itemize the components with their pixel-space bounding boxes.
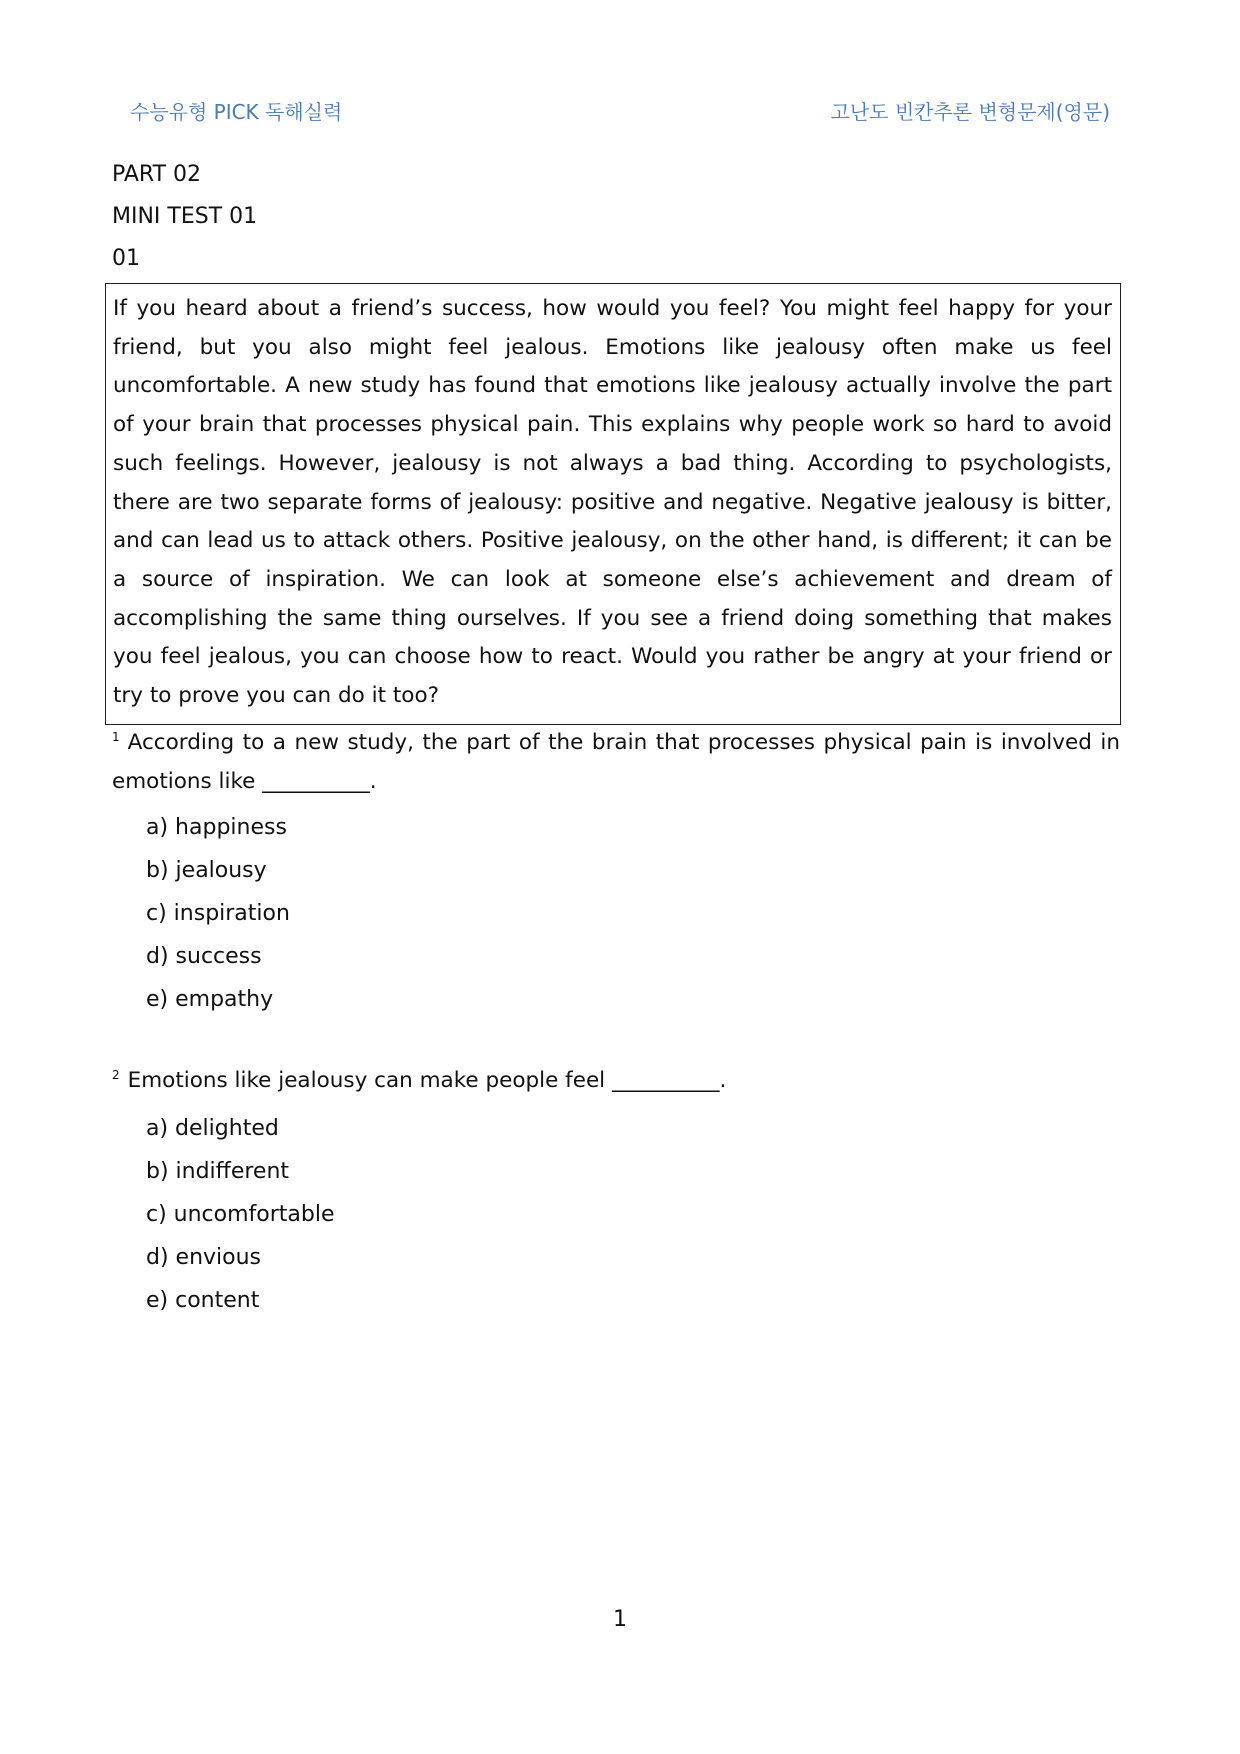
- question-1-option-b: b) jealousy: [146, 858, 267, 883]
- question-2-text: Emotions like jealousy can make people feel __________.: [127, 1068, 727, 1093]
- question-1-option-c: c) inspiration: [146, 901, 290, 926]
- question-2: [112, 1062, 1120, 1101]
- question-2-option-d: d) envious: [146, 1245, 262, 1270]
- header-book-title: 수능유형 PICK 독해실력: [130, 100, 343, 124]
- question-1-options: [146, 806, 290, 1021]
- question-2-option-b: b) indifferent: [146, 1159, 290, 1184]
- question-1: [112, 724, 1120, 801]
- passage-number: 01: [112, 246, 140, 271]
- header-section-title: 고난도 빈칸추론 변형문제(영문): [830, 100, 1110, 124]
- test-label: MINI TEST 01: [112, 204, 258, 229]
- passage-box: [105, 283, 1121, 725]
- question-1-option-e: e) empathy: [146, 987, 274, 1012]
- question-1-option-a: a) happiness: [146, 815, 287, 840]
- question-2-options: [146, 1107, 335, 1322]
- question-1-option-d: d) success: [146, 944, 262, 969]
- question-1-text: According to a new study, the part of the brain that processes physical pain is involved in emotions like __________.: [112, 730, 1120, 794]
- question-1-number: 1: [112, 729, 120, 744]
- question-2-number: 2: [112, 1067, 120, 1082]
- question-2-option-a: a) delighted: [146, 1116, 279, 1141]
- page-number: 1: [613, 1607, 627, 1632]
- part-label: PART 02: [112, 162, 202, 187]
- page-header: [130, 96, 1110, 128]
- question-2-option-e: e) content: [146, 1288, 260, 1313]
- passage-text: If you heard about a friend’s success, how would you feel? You might feel happy for your friend, but you also might feel jealous. Emotions like jealousy often make us feel uncomfortable. A new study has found that emotions like jealousy actually involve the part of your brain that processes physical pain. This explains why people work so hard to avoid such feelings. However, jealousy is not always a bad thing. According to psychologists, there are two separate forms of jealousy: positive and negative. Negative jealousy is bitter, and can lead us to attack others. Positive jealousy, on the other hand, is different; it can be a source of inspiration. We can look at someone else’s achievement and dream of accomplishing the same thing ourselves. If you see a friend doing something that makes you feel jealous, you can choose how to react. Would you rather be angry at your friend or try to prove you can do it too?: [113, 296, 1112, 709]
- question-2-option-c: c) uncomfortable: [146, 1202, 335, 1227]
